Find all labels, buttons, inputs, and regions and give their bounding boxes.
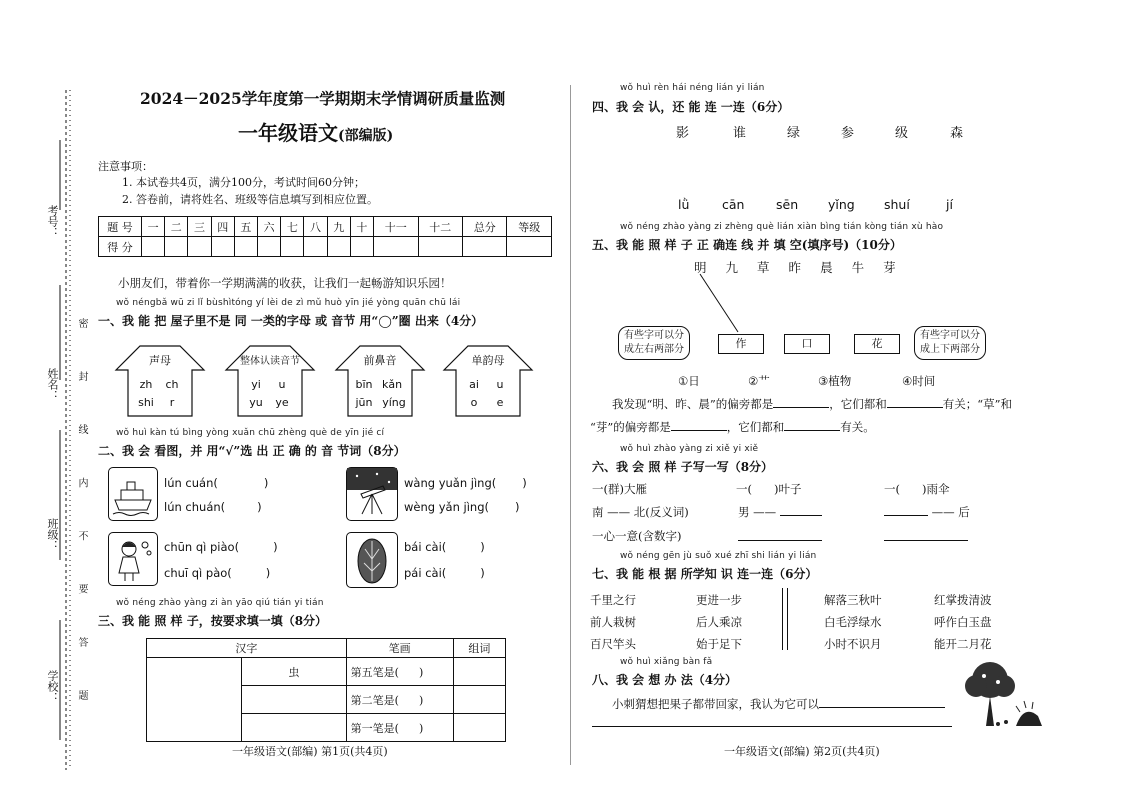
s2-option-text: chuī qì pào( — [164, 566, 232, 580]
s6-title: 六、我 会 照 样 子写一写（8分） — [592, 460, 774, 474]
s2-item-1a — [164, 476, 268, 490]
score-blank[interactable] — [350, 237, 373, 257]
s4-pinyin-option[interactable]: shuí — [884, 197, 910, 212]
telescope-picture — [346, 467, 398, 521]
s5-option: ③植物 — [818, 374, 852, 388]
s7-poem-item[interactable]: 红掌拨清波 — [934, 593, 992, 607]
footer-right: 一年级语文(部编) 第2页(共4页) — [724, 745, 880, 758]
binding-strip — [0, 0, 95, 793]
bubble-left — [618, 326, 690, 360]
s6-blank-number-idiom-1[interactable] — [738, 540, 822, 541]
s6-prefix: 男 —— — [738, 505, 777, 519]
s4-title: 四、我 会 认，还 能 连 一连（6分） — [592, 100, 790, 114]
s6-pinyin: wǒ huì zhào yàng zi xiě yi xiě — [620, 444, 759, 454]
s2-option-text: wèng yǎn jìng( — [404, 500, 489, 514]
house-roof-label: 整体认读音节 — [240, 356, 300, 367]
s5-option: ②艹 — [748, 374, 770, 388]
bubble-right — [914, 326, 986, 360]
s4-pinyin-option[interactable]: jí — [946, 197, 953, 212]
s8-blank-2[interactable] — [592, 726, 952, 727]
bubble-left-line-1: 有些字可以分 — [624, 330, 684, 341]
s4-pinyin-option[interactable]: cān — [722, 197, 745, 212]
house-cell[interactable]: bīn — [355, 378, 373, 391]
s2-option-text: chūn qì piào( — [164, 540, 240, 554]
house-cell[interactable]: yu — [249, 396, 263, 409]
s5-option: ①日 — [678, 374, 700, 388]
score-cell: 总分 — [462, 217, 506, 237]
s6-item-leaf[interactable] — [736, 481, 802, 497]
s2-item-1b — [164, 500, 262, 514]
s2-option-text: pái cài( — [404, 566, 447, 580]
bubble-right-line-2: 成上下两部分 — [920, 344, 980, 355]
s4-char[interactable]: 影 — [676, 126, 690, 141]
score-cell: 等级 — [507, 217, 552, 237]
house-cell[interactable]: zh — [139, 378, 153, 391]
stroke-table-header: 笔画 — [346, 639, 453, 658]
s5-text: 有关；“草”和 — [942, 397, 1013, 411]
score-blank[interactable] — [165, 237, 188, 257]
s2-bracket[interactable]: ) — [265, 566, 271, 580]
score-cell: 十一 — [374, 217, 418, 237]
s7-poem-item[interactable]: 解落三秋叶 — [824, 593, 882, 607]
s5-text: ，它们都和 — [829, 397, 887, 411]
stroke-table-empty — [242, 686, 347, 714]
s2-bracket[interactable]: ) — [515, 500, 520, 514]
s5-option: ④时间 — [902, 374, 936, 388]
s3-title: 三、我 能 照 样 子，按要求填一填（8分） — [98, 614, 328, 628]
stroke-prompt: 第一笔是( — [350, 721, 399, 735]
bubble-right-line-1: 有些字可以分 — [920, 330, 980, 341]
hedgehog-icon — [1016, 701, 1042, 726]
house-cell[interactable]: ye — [275, 396, 289, 409]
s5-char[interactable]: 昨 — [788, 260, 821, 275]
s2-option-text: wàng yuǎn jìng( — [404, 476, 497, 490]
house-roof-label: 单韵母 — [471, 354, 505, 367]
footer-left: 一年级语文(部编) 第1页(共4页) — [232, 745, 388, 758]
s8-text: 小刺猬想把果子都带回家，我认为它可以 — [612, 697, 819, 711]
s6-example-1: 一(群)大雁 — [592, 482, 647, 496]
stroke-prompt: 第二笔是( — [350, 693, 399, 707]
s6-suffix: )叶子 — [774, 482, 802, 496]
s5-char[interactable]: 草 — [757, 260, 789, 275]
subject-title — [238, 117, 393, 146]
page-divider — [570, 85, 571, 765]
house-3 — [332, 340, 428, 418]
stroke-bracket: ) — [418, 721, 424, 735]
s8-sentence — [612, 696, 945, 712]
house-cell[interactable]: e — [496, 396, 504, 409]
s7-left-item[interactable]: 前人栽树 — [590, 615, 636, 629]
s2-bracket[interactable]: ) — [522, 476, 527, 490]
s2-item-4b — [404, 566, 485, 580]
s6-blank-number-idiom-2[interactable] — [884, 540, 968, 541]
s6-blank[interactable] — [884, 515, 928, 516]
stroke-prompt: 第五笔是( — [350, 665, 399, 679]
score-blank[interactable] — [507, 237, 552, 257]
score-cell: 二 — [165, 217, 188, 237]
house-cell[interactable]: ai — [469, 378, 479, 391]
s5-text: “芽”的偏旁都是 — [590, 420, 671, 434]
score-table — [98, 216, 552, 257]
s5-sentence-2 — [590, 419, 875, 435]
stroke-table-empty — [242, 714, 347, 742]
stroke-table-char: 虫 — [242, 658, 347, 686]
s4-pinyin-option[interactable]: lǜ — [678, 197, 690, 212]
house-cell[interactable]: o — [470, 396, 478, 409]
score-blank[interactable] — [142, 237, 165, 257]
class-label: 班级： — [46, 518, 59, 551]
s7-separator — [782, 588, 788, 650]
subject-name: 一年级语文 — [238, 121, 338, 145]
s2-bracket[interactable]: ) — [480, 566, 485, 580]
score-cell: 三 — [188, 217, 211, 237]
s5-char[interactable]: 芽 — [883, 260, 915, 275]
stroke-table-row[interactable] — [346, 686, 453, 714]
score-blank[interactable] — [188, 237, 211, 257]
s5-pinyin: wǒ néng zhào yàng zi zhèng què lián xiàn bìng tián kòng tián xù hào — [620, 222, 944, 232]
s7-mid-item[interactable]: 后人乘凉 — [696, 615, 742, 629]
house-cell[interactable]: u — [278, 378, 286, 391]
s5-blank-3[interactable] — [671, 430, 727, 431]
score-value-row — [99, 237, 552, 257]
s2-bracket[interactable]: ) — [263, 476, 269, 490]
s7-poem-item[interactable]: 小时不识月 — [824, 637, 882, 651]
word-blank[interactable] — [453, 658, 505, 686]
s7-right1-col — [824, 589, 882, 655]
house-roof-label: 前鼻音 — [363, 354, 397, 367]
cabbage-picture — [346, 532, 398, 588]
s4-char[interactable]: 谁 — [733, 126, 747, 141]
stroke-table-empty — [147, 658, 242, 742]
name-label: 姓名： — [46, 368, 59, 401]
exam-no-label: 考号： — [46, 205, 59, 238]
s4-char[interactable]: 参 — [841, 126, 855, 141]
s7-pinyin: wǒ néng gēn jù suǒ xué zhī shi lián yi lián — [620, 551, 817, 561]
s6-item-male[interactable] — [738, 504, 822, 520]
score-blank[interactable] — [327, 237, 350, 257]
score-cell: 九 — [327, 217, 350, 237]
house-4 — [440, 340, 536, 418]
stroke-table-row[interactable] — [346, 658, 453, 686]
score-cell: 一 — [142, 217, 165, 237]
s5-blank-1[interactable] — [773, 407, 829, 408]
s5-text: 我发现“明、昨、晨”的偏旁都是 — [612, 397, 774, 411]
telescope-icon — [347, 468, 397, 520]
s5-char[interactable]: 晨 — [820, 260, 852, 275]
s6-item-back[interactable] — [884, 504, 970, 520]
house-2 — [222, 340, 318, 418]
example-connect-line — [690, 272, 750, 336]
s5-text: ，它们都和 — [726, 420, 785, 434]
s7-left-col — [590, 589, 636, 655]
score-blank[interactable] — [418, 237, 462, 257]
stroke-bracket: ) — [418, 665, 424, 679]
seal-line-text: 密 封 线 内 不 要 答 题 — [76, 318, 87, 721]
s2-bracket[interactable]: ) — [273, 540, 278, 554]
s2-item-2a — [404, 476, 527, 490]
s5-blank-2[interactable] — [887, 407, 943, 408]
s7-left-item[interactable]: 千里之行 — [590, 593, 636, 607]
s6-example-2: 南 —— 北(反义词) — [592, 505, 689, 519]
house-cell[interactable]: ch — [165, 378, 179, 391]
s2-option-text: lún cuán( — [164, 476, 218, 490]
word-blank[interactable] — [453, 714, 505, 742]
stroke-table-header: 汉字 — [147, 639, 347, 658]
s4-pinyin-option[interactable]: yǐng — [828, 197, 855, 212]
ship-picture — [108, 467, 158, 521]
score-blank[interactable] — [258, 237, 281, 257]
s5-title: 五、我 能 照 样 子 正 确连 线 并 填 空(填序号)（10分） — [592, 238, 902, 252]
house-roof-label: 声母 — [149, 354, 171, 367]
s2-item-2b — [404, 500, 520, 514]
house-cell[interactable]: shi — [138, 396, 154, 409]
score-cell: 五 — [234, 217, 257, 237]
school-label: 学校： — [46, 670, 59, 703]
s6-suffix: )雨伞 — [922, 482, 950, 496]
ship-icon — [109, 468, 157, 520]
s7-title: 七、我 能 根 据 所学知 识 连一连（6分） — [592, 567, 818, 581]
tree-icon — [965, 662, 1015, 726]
s8-blank-1[interactable] — [819, 707, 945, 708]
score-cell: 七 — [281, 217, 304, 237]
girl-icon — [109, 533, 157, 585]
subject-edition: (部编版) — [338, 128, 394, 144]
house-cell[interactable]: kǎn — [381, 378, 403, 391]
house-cell[interactable]: jūn — [355, 396, 373, 409]
score-row-label: 得 分 — [99, 237, 142, 257]
s4-char[interactable]: 绿 — [787, 126, 801, 141]
intro-text: 小朋友们，带着你一学期满满的收获，让我们一起畅游知识乐园！ — [118, 276, 452, 290]
s7-poem-item[interactable]: 呼作白玉盘 — [934, 615, 992, 629]
s7-mid-col — [696, 589, 742, 655]
s5-text: 有关。 — [840, 420, 875, 434]
notes-item-2: 2. 答卷前，请将姓名、班级等信息填写到相应位置。 — [122, 193, 378, 206]
word-blank[interactable] — [453, 686, 505, 714]
s2-option-text: bái cài( — [404, 540, 447, 554]
score-cell: 八 — [304, 217, 327, 237]
s6-blank[interactable] — [780, 515, 822, 516]
notes-item-1: 1. 本试卷共4页，满分100分，考试时间60分钟； — [122, 176, 365, 189]
s2-item-3a — [164, 540, 278, 554]
s2-bracket[interactable]: ) — [257, 500, 262, 514]
house-cell[interactable]: r — [169, 396, 175, 409]
s7-right2-col — [934, 589, 992, 655]
score-header-row — [99, 217, 552, 237]
s7-mid-item[interactable]: 始于足下 — [696, 637, 742, 651]
stroke-bracket: ) — [418, 693, 424, 707]
s7-left-item[interactable]: 百尺竿头 — [590, 637, 636, 651]
s7-poem-item[interactable]: 能开二月花 — [934, 637, 992, 651]
s2-item-4a — [404, 540, 485, 554]
girl-blowing-picture — [108, 532, 158, 586]
s2-item-3b — [164, 566, 270, 580]
s2-title: 二、我 会 看图，并 用“√”选 出 正 确 的 音 节词（8分） — [98, 444, 406, 458]
s2-pinyin: wǒ huì kàn tú bìng yòng xuǎn chū zhèng què de yīn jié cí — [116, 428, 385, 438]
box-hua[interactable]: 花 — [854, 334, 900, 354]
s4-char[interactable]: 级 — [895, 126, 909, 141]
s5-char[interactable]: 牛 — [851, 260, 884, 275]
s6-prefix: 一( — [884, 482, 900, 496]
s7-mid-item[interactable]: 更进一步 — [696, 593, 742, 607]
score-blank[interactable] — [234, 237, 257, 257]
stroke-table-header: 组词 — [453, 639, 505, 658]
s4-pinyin-option[interactable]: sēn — [776, 197, 799, 212]
house-cell[interactable]: yi — [251, 378, 261, 391]
s1-pinyin: wǒ néngbǎ wū zi lǐ bùshìtóng yí lèi de zì mǔ huò yīn jié yòng quān chū lái — [116, 298, 461, 308]
house-cell[interactable]: u — [496, 378, 504, 391]
stroke-table-row[interactable] — [346, 714, 453, 742]
s2-option-text: lún chuán( — [164, 500, 226, 514]
s3-pinyin: wǒ néng zhào yàng zi àn yāo qiú tián yi tián — [116, 598, 324, 608]
score-cell: 十 — [350, 217, 373, 237]
score-blank[interactable] — [462, 237, 506, 257]
score-blank[interactable] — [211, 237, 234, 257]
s5-blank-4[interactable] — [784, 430, 840, 431]
score-blank[interactable] — [281, 237, 304, 257]
s5-sentence-1 — [612, 396, 1012, 412]
stroke-table — [146, 638, 506, 742]
score-cell: 题 号 — [99, 217, 142, 237]
box-zuo[interactable]: 作 — [718, 334, 764, 354]
s1-title: 一、我 能 把 屋子里不是 同 一类的字母 或 音节 用“◯”圈 出来（4分） — [98, 314, 484, 328]
s6-suffix: —— 后 — [931, 505, 970, 519]
s5-char[interactable]: 明 — [694, 260, 726, 275]
score-blank[interactable] — [374, 237, 418, 257]
score-blank[interactable] — [304, 237, 327, 257]
s7-poem-item[interactable]: 白毛浮绿水 — [824, 615, 882, 629]
score-cell: 十二 — [418, 217, 462, 237]
s5-char[interactable]: 九 — [725, 260, 758, 275]
house-1 — [112, 340, 208, 418]
score-cell: 四 — [211, 217, 234, 237]
s6-item-umbrella[interactable] — [884, 481, 950, 497]
s4-pinyin: wǒ huì rèn hái néng lián yi lián — [620, 83, 765, 93]
score-cell: 六 — [258, 217, 281, 237]
exam-title: 2024－2025学年度第一学期期末学情调研质量监测 — [140, 89, 506, 108]
s2-bracket[interactable]: ) — [480, 540, 485, 554]
s8-pinyin: wǒ huì xiǎng bàn fǎ — [620, 657, 713, 667]
s8-title: 八、我 会 想 办 法（4分） — [592, 673, 738, 687]
s6-example-3: 一心一意(含数字) — [592, 529, 682, 543]
cabbage-icon — [347, 533, 397, 587]
house-cell[interactable]: yíng — [382, 396, 406, 409]
s4-char[interactable]: 森 — [950, 126, 964, 141]
box-kou[interactable]: 口 — [784, 334, 830, 354]
notes-heading: 注意事项： — [98, 160, 153, 173]
bubble-left-line-2: 成左右两部分 — [624, 344, 684, 355]
s6-prefix: 一( — [736, 482, 752, 496]
tree-hedgehog-illustration — [960, 656, 1044, 728]
